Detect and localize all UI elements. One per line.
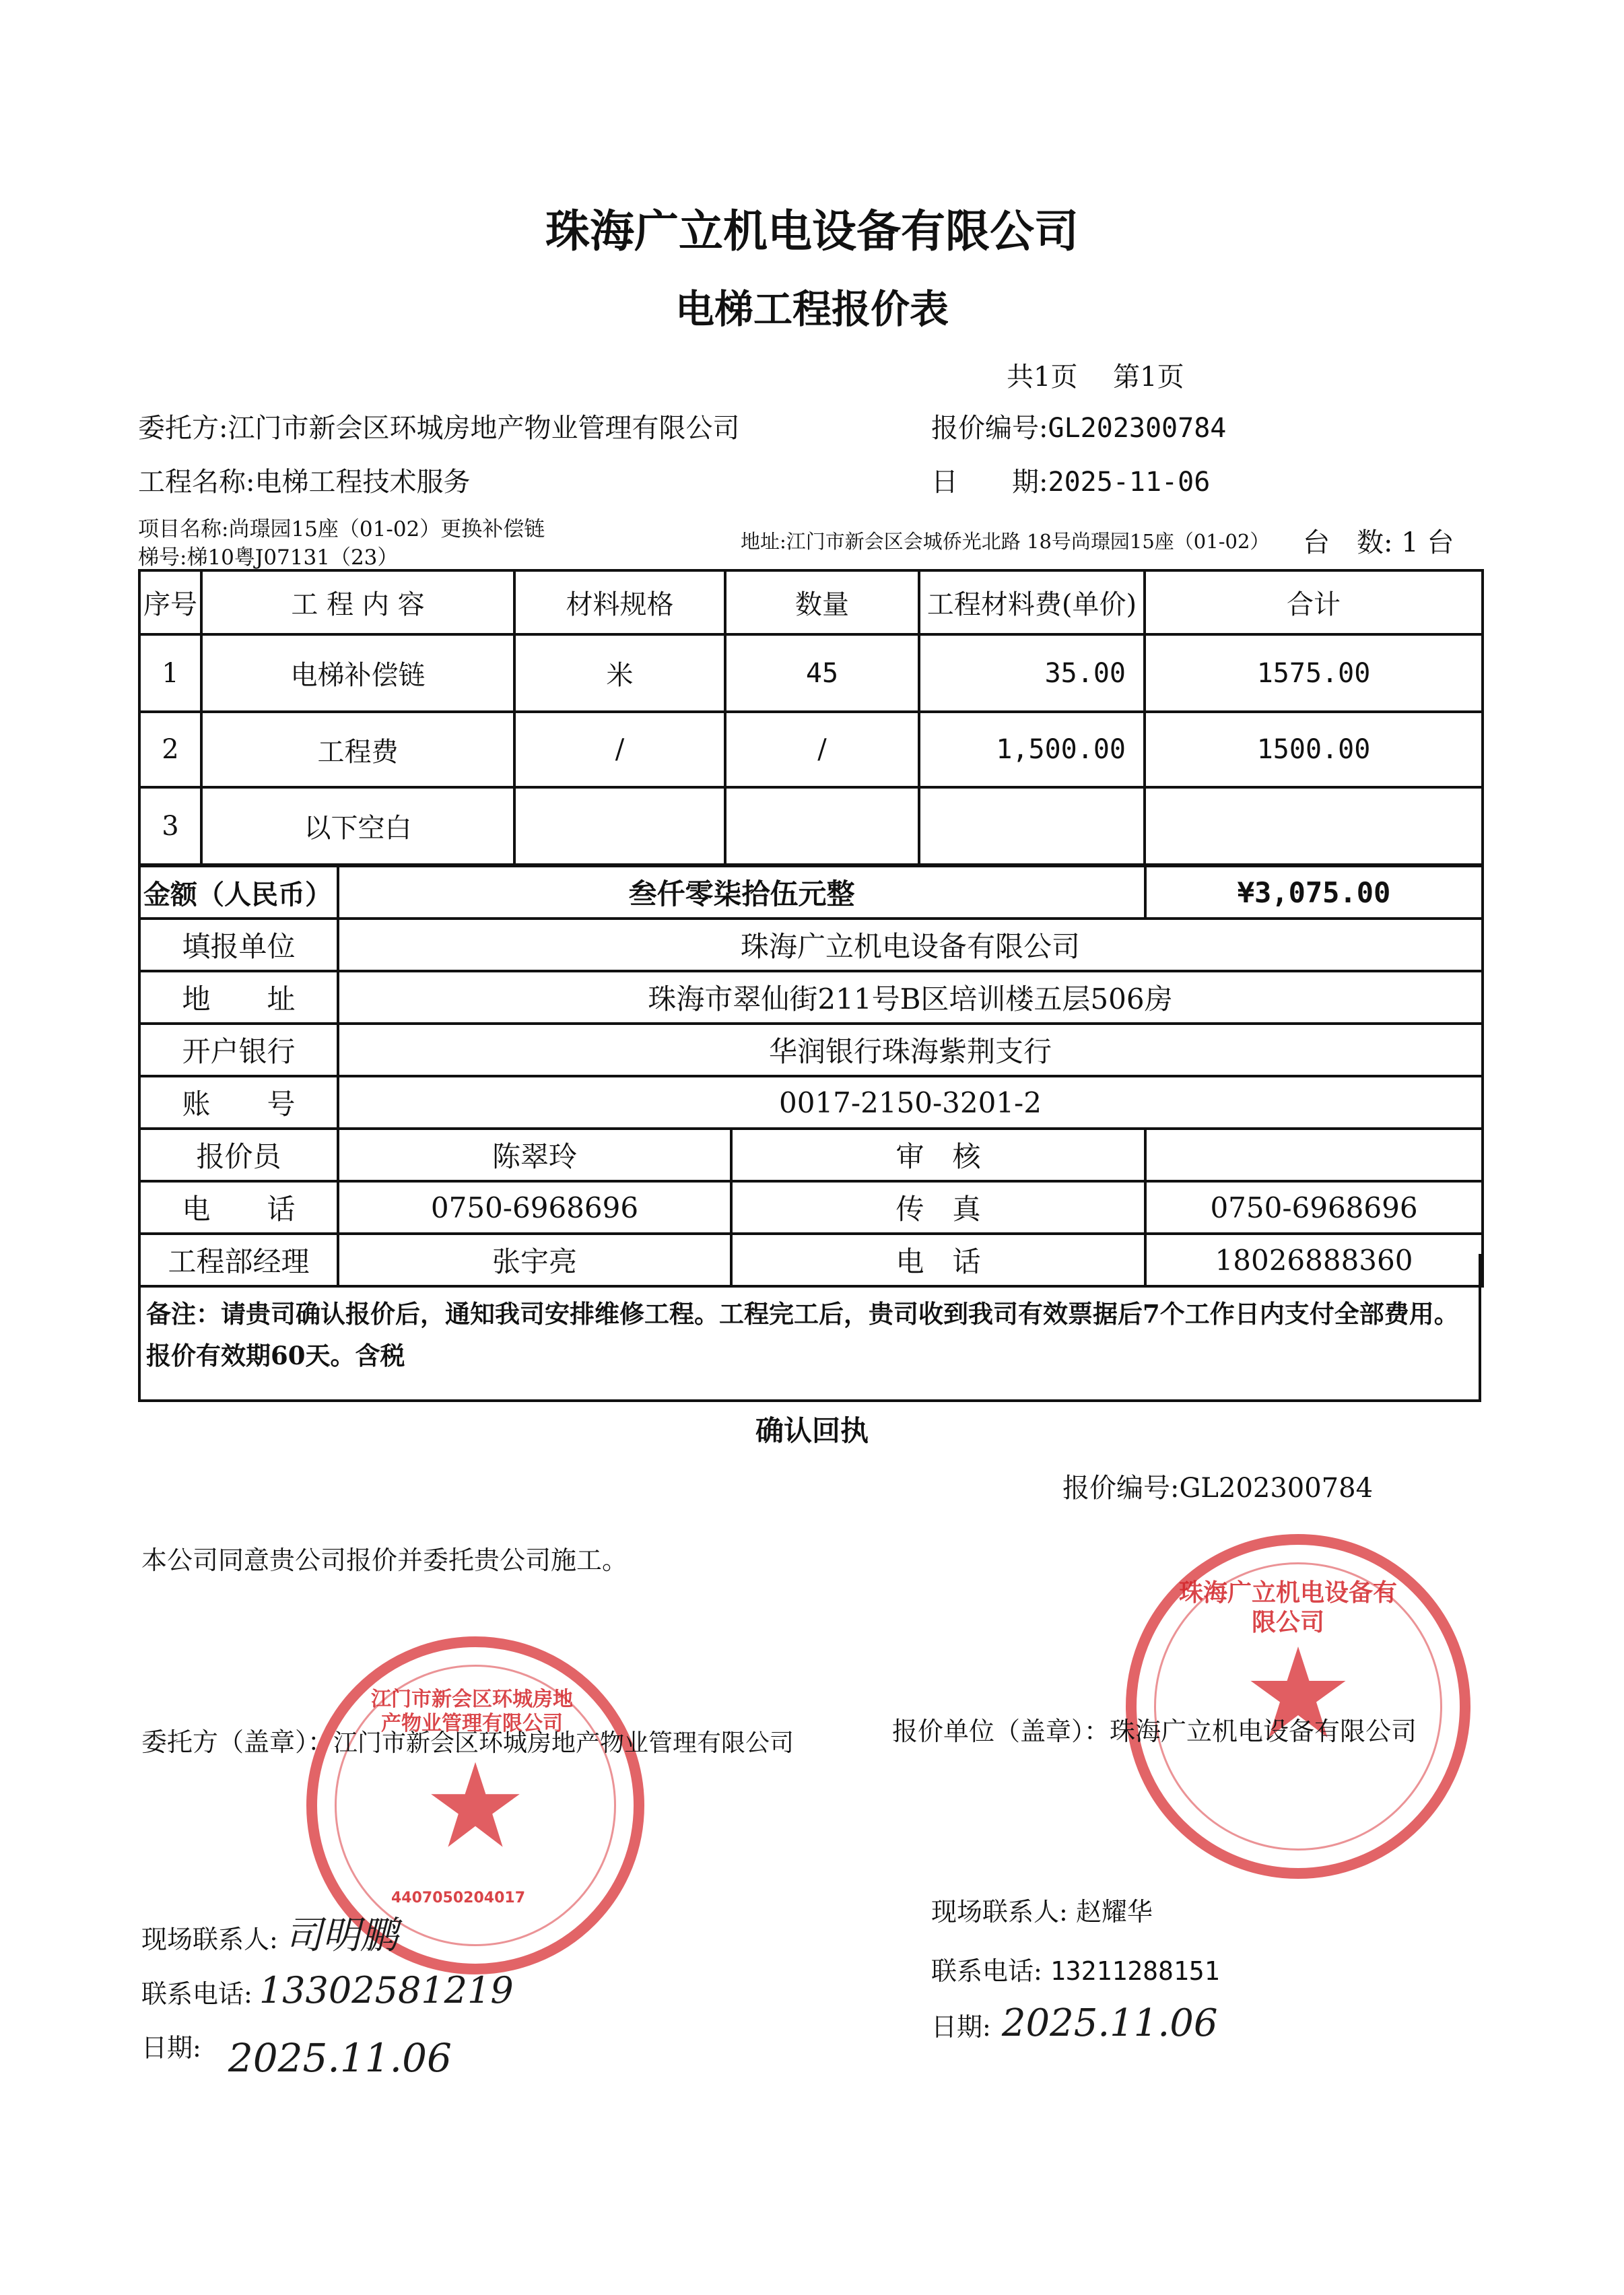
client-value: 江门市新会区环城房地产物业管理有限公司 xyxy=(228,413,740,444)
client-field xyxy=(138,407,739,445)
left-contact-signature: 司明鹏 xyxy=(284,1914,398,1958)
elevator-no-value: 梯10粤J07131（23） xyxy=(187,545,399,570)
project-field xyxy=(138,461,470,499)
amount-label: 金额（人民币） xyxy=(139,866,338,919)
table-row xyxy=(139,712,1483,787)
cell-quantity: 45 xyxy=(725,634,919,712)
phone-value: 0750-6968696 xyxy=(338,1181,731,1234)
review-value xyxy=(1145,1129,1483,1181)
phone2-label: 电 话 xyxy=(731,1234,1145,1286)
quote-number-value: GL202300784 xyxy=(1048,413,1227,444)
elevator-no-label: 梯号: xyxy=(138,545,187,570)
units-value: 1 台 xyxy=(1401,527,1454,558)
cell-quantity xyxy=(725,787,919,865)
info-row xyxy=(139,1024,1483,1076)
left-date-label: 日期: xyxy=(141,2033,201,2063)
header-spec: 材料规格 xyxy=(514,570,725,634)
left-phone-label: 联系电话: xyxy=(141,1979,252,2009)
manager-label: 工程部经理 xyxy=(139,1234,338,1286)
unit-label: 填报单位 xyxy=(139,919,338,971)
quote-table xyxy=(138,569,1484,866)
quote-number-field xyxy=(931,407,1226,445)
amount-in-words: 叁仟零柒拾伍元整 xyxy=(338,866,1145,919)
client-seal-field xyxy=(141,1721,794,1758)
phone-label: 电 话 xyxy=(139,1181,338,1234)
cell-content: 电梯补偿链 xyxy=(201,634,514,712)
review-label: 审 核 xyxy=(731,1129,1145,1181)
amount-value: ¥3,075.00 xyxy=(1145,866,1483,919)
cell-content: 以下空白 xyxy=(201,787,514,865)
vendor-seal-text: 珠海广立机电设备有限公司 xyxy=(1178,1579,1397,1636)
unit-value: 珠海广立机电设备有限公司 xyxy=(338,919,1483,971)
cell-spec xyxy=(514,787,725,865)
cell-quantity: / xyxy=(725,712,919,787)
vendor-seal-field xyxy=(892,1710,1417,1748)
confirm-statement: 本公司同意贵公司报价并委托贵公司施工。 xyxy=(141,1545,628,1575)
info-row xyxy=(139,1129,1483,1181)
client-label: 委托方: xyxy=(138,413,228,444)
cell-total: 1500.00 xyxy=(1145,712,1483,787)
account-label: 账 号 xyxy=(139,1076,338,1129)
info-table xyxy=(138,865,1484,1288)
header-total: 合计 xyxy=(1145,570,1483,634)
document-title: 电梯工程报价表 xyxy=(675,286,949,332)
elevator-no-field xyxy=(138,540,398,570)
date-value: 2025-11-06 xyxy=(1048,467,1211,498)
phone2-value: 18026888360 xyxy=(1145,1234,1483,1286)
amount-row xyxy=(139,866,1483,919)
right-phone-field xyxy=(931,1950,1220,1987)
client-seal-company: 江门市新会区环城房地产物业管理有限公司 xyxy=(333,1729,794,1757)
left-date-handwritten: 2025.11.06 xyxy=(228,2035,452,2081)
item-name-value: 尚璟园15座（01-02）更换补偿链 xyxy=(228,517,545,541)
cell-total: 1575.00 xyxy=(1145,634,1483,712)
page-info: 共1页 第1页 xyxy=(1007,362,1184,393)
quoter-label: 报价员 xyxy=(139,1129,338,1181)
table-row xyxy=(139,787,1483,865)
right-contact-field xyxy=(931,1891,1153,1928)
header-index: 序号 xyxy=(139,570,201,634)
right-phone-value: 13211288151 xyxy=(1050,1956,1220,1986)
cell-unit-price: 35.00 xyxy=(919,634,1145,712)
right-date-label: 日期: xyxy=(931,2012,991,2042)
client-seal-label: 委托方（盖章）： xyxy=(141,1727,334,1757)
fax-value: 0750-6968696 xyxy=(1145,1181,1483,1234)
vendor-seal-label: 报价单位（盖章）： xyxy=(892,1717,1110,1746)
left-date-field xyxy=(141,2020,452,2081)
project-label: 工程名称: xyxy=(138,467,255,498)
left-contact-field xyxy=(141,1906,398,1960)
vendor-company-seal xyxy=(1126,1534,1470,1879)
fax-label: 传 真 xyxy=(731,1181,1145,1234)
cell-unit-price: 1,500.00 xyxy=(919,712,1145,787)
cell-unit-price xyxy=(919,787,1145,865)
table-header-row xyxy=(139,570,1483,634)
project-value: 电梯工程技术服务 xyxy=(255,467,471,498)
date-field xyxy=(931,461,1210,499)
site-address-label: 地址: xyxy=(741,530,786,553)
site-address-field xyxy=(741,527,1269,554)
cell-content: 工程费 xyxy=(201,712,514,787)
left-phone-field xyxy=(141,1969,514,2011)
address-label: 地 址 xyxy=(139,971,338,1024)
remark-text: 备注：请贵司确认报价后，通知我司安排维修工程。工程完工后，贵司收到我司有效票据后7个工作日内支付全部费用。报价有效期60天。含税 xyxy=(146,1299,1459,1370)
bank-value: 华润银行珠海紫荆支行 xyxy=(338,1024,1483,1076)
address-value: 珠海市翠仙街211号B区培训楼五层506房 xyxy=(338,971,1483,1024)
right-contact-label: 现场联系人: xyxy=(931,1897,1068,1927)
cell-total xyxy=(1145,787,1483,865)
cell-spec: / xyxy=(514,712,725,787)
cell-index: 2 xyxy=(139,712,201,787)
info-row xyxy=(139,971,1483,1024)
quote-number-label: 报价编号: xyxy=(931,413,1048,444)
quoter-value: 陈翠玲 xyxy=(338,1129,731,1181)
units-label: 台 数: xyxy=(1303,527,1393,558)
remark-box xyxy=(138,1254,1481,1402)
left-phone-handwritten: 13302581219 xyxy=(259,1969,514,2011)
item-name-field xyxy=(138,512,545,542)
confirm-quote-number: 报价编号:GL202300784 xyxy=(1062,1473,1374,1504)
manager-value: 张宇亮 xyxy=(338,1234,731,1286)
seal-star-icon xyxy=(428,1758,522,1853)
right-contact-value: 赵耀华 xyxy=(1075,1897,1153,1927)
units-field xyxy=(1303,521,1454,560)
item-name-label: 项目名称: xyxy=(138,517,229,541)
right-date-handwritten: 2025.11.06 xyxy=(1001,2001,1218,2045)
company-title: 珠海广立机电设备有限公司 xyxy=(545,205,1079,257)
account-value: 0017-2150-3201-2 xyxy=(338,1076,1483,1129)
site-address-value: 江门市新会区会城侨光北路 18号尚璟园15座（01-02） xyxy=(786,530,1270,553)
date-label: 日 期: xyxy=(931,467,1048,498)
header-unit-price: 工程材料费(单价) xyxy=(919,570,1145,634)
client-seal-code: 4407050204017 xyxy=(391,1890,525,1906)
info-row xyxy=(139,919,1483,971)
info-row xyxy=(139,1181,1483,1234)
cell-spec: 米 xyxy=(514,634,725,712)
header-quantity: 数量 xyxy=(725,570,919,634)
client-seal-text: 江门市新会区环城房地产物业管理有限公司 xyxy=(371,1688,573,1735)
left-contact-label: 现场联系人: xyxy=(141,1925,278,1954)
cell-index: 3 xyxy=(139,787,201,865)
vendor-seal-company: 珠海广立机电设备有限公司 xyxy=(1110,1717,1417,1746)
right-phone-label: 联系电话: xyxy=(931,1956,1042,1986)
bank-label: 开户银行 xyxy=(139,1024,338,1076)
info-row xyxy=(139,1076,1483,1129)
header-content: 工 程 内 容 xyxy=(201,570,514,634)
right-date-field xyxy=(931,2001,1217,2045)
cell-index: 1 xyxy=(139,634,201,712)
confirm-title: 确认回执 xyxy=(755,1414,869,1447)
table-row xyxy=(139,634,1483,712)
